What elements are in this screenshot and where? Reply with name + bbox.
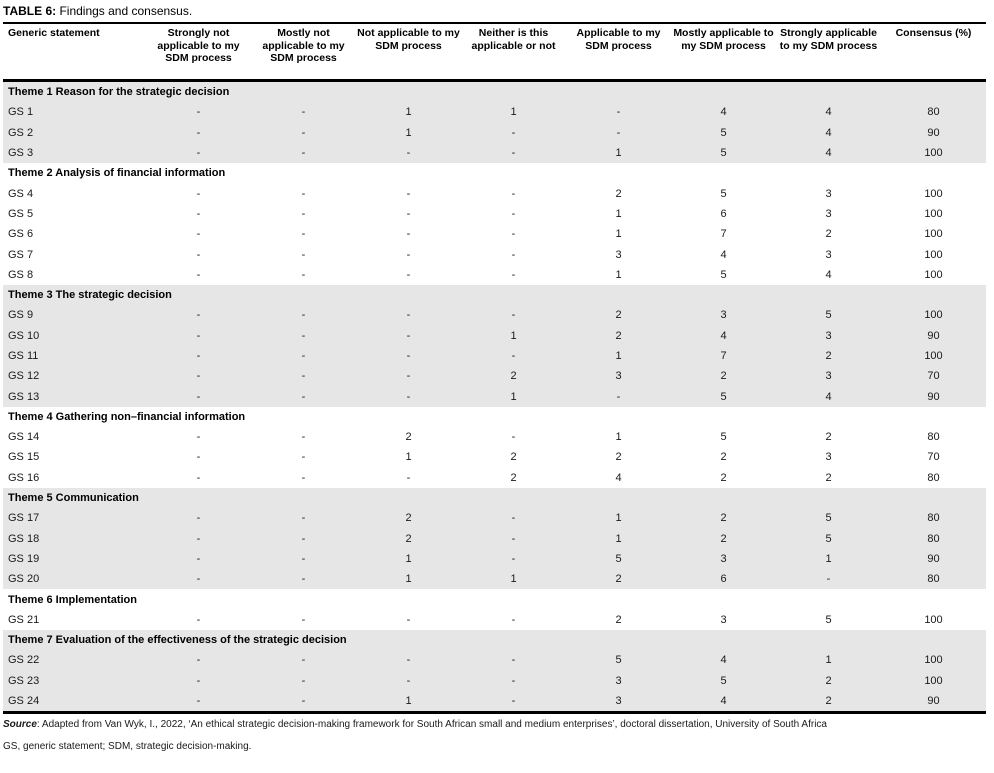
table-cell: 5 [720,187,727,200]
table-cell: - [196,390,201,403]
table-body [3,81,986,713]
header-cell: Neither is this applicable or not [471,27,556,52]
table-cell: - [511,228,516,241]
table-cell: - [196,431,201,444]
table-cell: 3 [825,329,832,342]
table-title [3,4,986,19]
gs-label: GS 24 [8,695,40,708]
table-cell: 3 [615,370,622,383]
table-cell: 3 [720,309,727,322]
table-row [3,102,986,122]
table-cell: 4 [720,695,727,708]
table-cell: 5 [825,613,832,626]
table-cell: 2 [405,512,412,525]
table-cell: 1 [405,695,412,708]
table-caption: Findings and consensus. [56,4,193,18]
table-cell: 4 [615,471,622,484]
gs-label: GS 10 [8,329,40,342]
table-row [3,224,986,244]
table-cell: 100 [924,187,943,200]
table-row [3,143,986,163]
table-row [3,691,986,713]
table-cell: - [196,370,201,383]
table-cell: - [196,187,201,200]
table-cell: 5 [615,654,622,667]
theme-row [3,589,986,609]
table-cell: 80 [927,512,940,525]
gs-label: GS 14 [8,431,40,444]
theme-title: Theme 6 Implementation [8,593,137,606]
theme-row [3,285,986,305]
findings-table [3,22,986,714]
gs-label: GS 15 [8,451,40,464]
table-cell: 1 [615,512,622,525]
table-cell: - [511,147,516,160]
table-cell: 100 [924,613,943,626]
table-cell: - [196,613,201,626]
table-cell: - [511,350,516,362]
theme-title: Theme 5 Communication [8,492,139,505]
header-cell: Consensus (%) [895,27,972,39]
table-cell: 3 [825,370,832,383]
table-cell: - [301,268,306,281]
table-row [3,265,986,285]
gs-label: GS 4 [8,187,34,200]
table-cell: 1 [615,207,622,220]
table-row [3,386,986,406]
gs-label: GS 2 [8,126,34,139]
table-cell: 1 [510,329,517,342]
table-cell: 4 [825,126,832,139]
table-cell: 5 [720,268,727,281]
table-cell: 4 [720,106,727,119]
table-cell: 5 [720,126,727,139]
table-cell: - [196,350,201,362]
table-cell: 1 [510,106,517,119]
table-cell: 100 [924,248,943,261]
table-cell: - [406,654,411,667]
gs-label: GS 16 [8,471,40,484]
table-cell: - [406,248,411,261]
table-cell: 5 [720,147,727,160]
table-cell: 80 [927,471,940,484]
table-cell: 2 [825,695,832,708]
table-cell: 3 [615,248,622,261]
table-cell: - [406,370,411,383]
table-cell: 4 [825,268,832,281]
table-cell: - [511,674,516,687]
theme-title: Theme 4 Gathering non–financial information [8,410,246,423]
header-cell: Applicable to my SDM process [576,27,661,52]
table-cell: - [301,674,306,687]
theme-row [3,407,986,427]
table-cell: - [406,329,411,342]
table-cell: 2 [720,370,727,383]
table-cell: 100 [924,350,943,362]
table-cell: 100 [924,207,943,220]
table-cell: 2 [825,471,832,484]
table-cell: 5 [825,532,832,545]
table-row [3,671,986,691]
table-cell: 1 [825,552,832,565]
table-cell: - [511,187,516,200]
header-cell: Not applicable to my SDM process [357,27,460,52]
table-cell: 7 [720,350,727,362]
table-cell: 2 [825,431,832,444]
gs-label: GS 8 [8,268,34,281]
table-cell: - [406,268,411,281]
table-cell: 3 [720,552,727,565]
table-cell: - [301,187,306,200]
table-cell: 3 [825,207,832,220]
table-cell: 90 [927,695,940,708]
table-cell: 100 [924,309,943,322]
table-footer [3,719,986,753]
table-cell: - [196,106,201,119]
table-header [3,23,986,81]
header-cell: Generic statement [8,27,100,39]
table-row [3,244,986,264]
table-cell: 5 [720,674,727,687]
table-cell: 2 [615,329,622,342]
table-cell: 1 [615,268,622,281]
table-cell: - [301,329,306,342]
header-cell: Strongly applicable to my SDM process [779,27,878,52]
header-row [3,23,986,81]
table-cell: - [196,512,201,525]
table-cell: 1 [510,573,517,586]
gs-label: GS 18 [8,532,40,545]
table-cell: - [196,248,201,261]
table-cell: 3 [615,674,622,687]
table-cell: - [511,552,516,565]
table-cell: 2 [405,431,412,444]
table-cell: 2 [405,532,412,545]
abbreviation-note: GS, generic statement; SDM, strategic decision-making. [3,740,252,752]
table-cell: - [301,126,306,139]
table-row [3,204,986,224]
header-cell: Strongly not applicable to my SDM process [157,27,240,64]
table-cell: - [196,654,201,667]
table-cell: 3 [825,187,832,200]
table-cell: 3 [720,613,727,626]
table-cell: 2 [825,674,832,687]
table-row [3,650,986,670]
table-cell: 4 [825,390,832,403]
table-cell: 70 [927,451,940,464]
table-cell: 2 [825,228,832,241]
gs-label: GS 21 [8,613,40,626]
table-cell: 100 [924,147,943,160]
table-cell: - [406,674,411,687]
table-cell: 1 [405,126,412,139]
table-cell: 4 [720,654,727,667]
table-cell: 1 [510,390,517,403]
table-cell: 3 [615,695,622,708]
theme-title: Theme 1 Reason for the strategic decision [8,86,230,99]
table-cell: - [301,451,306,464]
header-cell: Mostly not applicable to my SDM process [262,27,345,64]
table-cell: - [301,207,306,220]
table-cell: - [406,613,411,626]
gs-label: GS 7 [8,248,34,261]
table-cell: - [301,390,306,403]
table-cell: - [196,674,201,687]
table-cell: 1 [405,106,412,119]
table-cell: 70 [927,370,940,383]
table-cell: 1 [615,431,622,444]
table-cell: 4 [720,329,727,342]
table-cell: - [406,207,411,220]
table-cell: 100 [924,674,943,687]
table-cell: 1 [405,451,412,464]
theme-title: Theme 7 Evaluation of the effectiveness of the strategic decision [8,634,347,647]
gs-label: GS 1 [8,106,34,119]
table-cell: - [511,512,516,525]
table-cell: - [511,695,516,708]
source-note [3,719,986,732]
table-cell: - [196,309,201,322]
table-cell: - [616,106,621,119]
table-cell: - [196,573,201,586]
gs-label: GS 9 [8,309,34,322]
table-cell: - [301,350,306,362]
table-cell: 2 [615,451,622,464]
theme-row [3,81,986,103]
table-cell: - [301,248,306,261]
table-cell: 4 [720,248,727,261]
table-cell: - [406,471,411,484]
table-cell: 4 [825,106,832,119]
gs-label: GS 5 [8,207,34,220]
table-cell: 7 [720,228,727,241]
table-cell: - [301,552,306,565]
table-cell: 2 [720,512,727,525]
gs-label: GS 17 [8,512,40,525]
table-cell: - [616,126,621,139]
table-cell: 80 [927,431,940,444]
table-cell: 80 [927,106,940,119]
table-cell: 2 [615,309,622,322]
table-cell: 1 [615,147,622,160]
table-cell: - [301,431,306,444]
table-cell: 2 [615,187,622,200]
table-cell: 2 [720,471,727,484]
table-cell: 2 [720,451,727,464]
table-cell: 2 [615,573,622,586]
table-cell: 1 [405,573,412,586]
table-row [3,305,986,325]
table-cell: - [301,613,306,626]
table-cell: 1 [825,654,832,667]
table-cell: 3 [825,248,832,261]
table-row [3,183,986,203]
table-cell: - [196,532,201,545]
table-number-label: TABLE 6: [3,4,57,18]
table-cell: - [406,309,411,322]
gs-label: GS 13 [8,390,40,403]
table-cell: 1 [615,228,622,241]
table-cell: 100 [924,268,943,281]
gs-label: GS 22 [8,654,40,667]
table-cell: 2 [510,471,517,484]
table-cell: 100 [924,654,943,667]
table-cell: - [511,207,516,220]
table-cell: 5 [825,512,832,525]
table-cell: 80 [927,532,940,545]
table-cell: 2 [510,370,517,383]
table-cell: 5 [615,552,622,565]
table-cell: - [301,654,306,667]
table-row [3,427,986,447]
table-row [3,447,986,467]
table-cell: 90 [927,329,940,342]
table-cell: 2 [510,451,517,464]
table-cell: - [196,695,201,708]
table-cell: - [301,309,306,322]
table-row [3,610,986,630]
gs-label: GS 6 [8,228,34,241]
table-cell: 90 [927,390,940,403]
table-cell: - [511,532,516,545]
table-cell: 1 [615,532,622,545]
theme-title: Theme 2 Analysis of financial information [8,167,226,180]
source-text: : Adapted from Van Wyk, I., 2022, ‘An ethical strategic decision-making framework for South African small and medium enterprises’, doctoral dissertation, University of South Africa [36,719,827,731]
table-cell: - [196,126,201,139]
table-cell: 6 [720,573,727,586]
table-cell: - [511,248,516,261]
table-cell: - [196,329,201,342]
gs-label: GS 11 [8,350,39,362]
table-cell: - [511,309,516,322]
table-cell: 1 [405,552,412,565]
table-cell: - [196,471,201,484]
table-cell: 80 [927,573,940,586]
table-cell: 5 [720,390,727,403]
table-cell: - [511,126,516,139]
table-cell: 2 [825,350,832,362]
gs-label: GS 23 [8,674,40,687]
table-cell: - [301,532,306,545]
table-row [3,569,986,589]
table-cell: - [196,451,201,464]
table-row [3,508,986,528]
table-cell: - [301,471,306,484]
table-cell: - [196,552,201,565]
theme-row [3,488,986,508]
table-cell: - [196,147,201,160]
table-cell: - [406,187,411,200]
table-cell: 6 [720,207,727,220]
table-cell: - [616,390,621,403]
source-label: Source [3,719,37,731]
table-cell: 2 [615,613,622,626]
table-cell: - [301,370,306,383]
table-cell: - [301,106,306,119]
table-cell: - [406,147,411,160]
table-cell: 5 [825,309,832,322]
table-cell: - [826,573,831,586]
table-cell: - [511,654,516,667]
table-cell: - [301,695,306,708]
table-row [3,326,986,346]
table-cell: 4 [825,147,832,160]
theme-title: Theme 3 The strategic decision [8,289,172,302]
table-cell: 90 [927,126,940,139]
table-cell: - [406,350,411,362]
table-row [3,529,986,549]
table-row [3,549,986,569]
table-cell: 1 [615,350,622,362]
theme-row [3,630,986,650]
table-cell: - [511,613,516,626]
table-cell: - [196,268,201,281]
table-cell: - [301,228,306,241]
gs-label: GS 20 [8,573,40,586]
gs-label: GS 12 [8,370,40,383]
table-cell: - [511,268,516,281]
table-cell: 5 [720,431,727,444]
table-cell: - [406,228,411,241]
gs-label: GS 3 [8,147,34,160]
table-cell: 90 [927,552,940,565]
table-cell: 100 [924,228,943,241]
table-row [3,468,986,488]
theme-row [3,163,986,183]
table-cell: - [301,147,306,160]
gs-label: GS 19 [8,552,40,565]
table-cell: - [511,431,516,444]
table-cell: - [301,512,306,525]
table-cell: 3 [825,451,832,464]
table-row [3,123,986,143]
table-cell: - [406,390,411,403]
table-cell: - [196,207,201,220]
table-cell: - [301,573,306,586]
table-cell: - [196,228,201,241]
table-cell: 2 [720,532,727,545]
header-cell: Mostly applicable to my SDM process [673,27,774,52]
table-row [3,346,986,366]
table-row [3,366,986,386]
